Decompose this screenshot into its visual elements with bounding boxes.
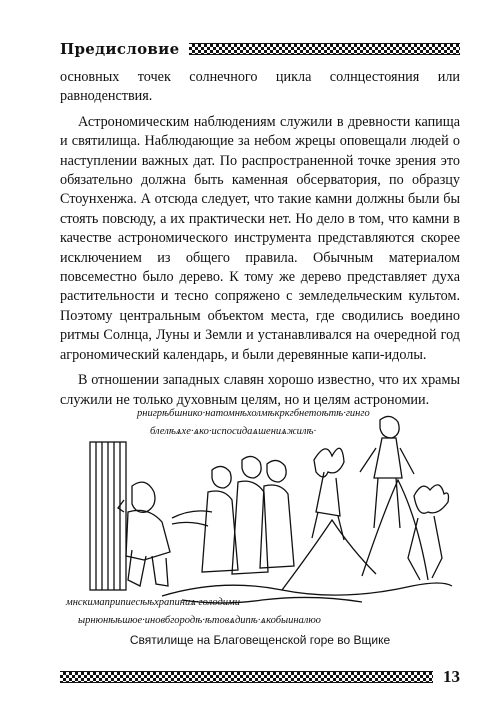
section-title: Предисловие — [60, 40, 180, 58]
main-text — [60, 68, 460, 416]
manuscript-inscription-bottom-1: мнскимаприпиесѣѣхрапиниѧ·голодими — [66, 597, 240, 608]
manuscript-inscription-top-2: блелѣѧхе·ѧко·испосидаѧшениѧжилѣ· — [150, 426, 317, 437]
paragraph-continuation: основных точек солнечного цикла солнцестояния или равноденствия. — [60, 69, 460, 105]
footer-ornament — [60, 671, 433, 683]
sanctuary-drawing — [90, 416, 452, 603]
manuscript-inscription-top-1: рнигрѣбшнико·натомнѣхолмѣкркгбнетоѣтѣ·гинго — [137, 408, 370, 419]
paragraph: Астрономическим наблюдениям служили в древности капища и святилища. Наблюдающие за небом жрецы оповещали людей о наступлении важных дат. По распространенной точке зрения это обязательно должна быть каменная обсерватория, по образцу Стоунхенжа. А отсюда следует, что такие камни должны были бы стоять повсюду, а их практически нет. Но дело в том, что камни в качестве астрономического инструмента представляются скорее исключением из общего правила. Обычным материалом повсеместно было дерево. К тому же дерево представляет духа растительности и тесно сопряжено с земледельческим культом. Поэтому центральным объектом места, где сводились воедино ритмы Солнца, Луны и Земли и устанавливался на очередной год агрономический календарь, и были деревянные капи-идолы. — [60, 113, 460, 363]
page-number: 13 — [443, 667, 460, 686]
header-ornament — [189, 43, 460, 55]
running-header — [60, 38, 460, 60]
manuscript-inscription-bottom-2: ырнюнѣѣшюе·иновбгородѣ·ѣтовѧдипѣ·ѧкобыиналюо — [78, 615, 321, 626]
manuscript-illustration — [62, 400, 460, 628]
figure-caption: Святилище на Благовещенской горе во Вщике — [129, 633, 391, 647]
running-footer — [60, 666, 460, 688]
paragraph: В отношении западных славян хорошо известно, что их храмы служили не только духовным целям, но и целям астрономии. — [60, 372, 460, 408]
